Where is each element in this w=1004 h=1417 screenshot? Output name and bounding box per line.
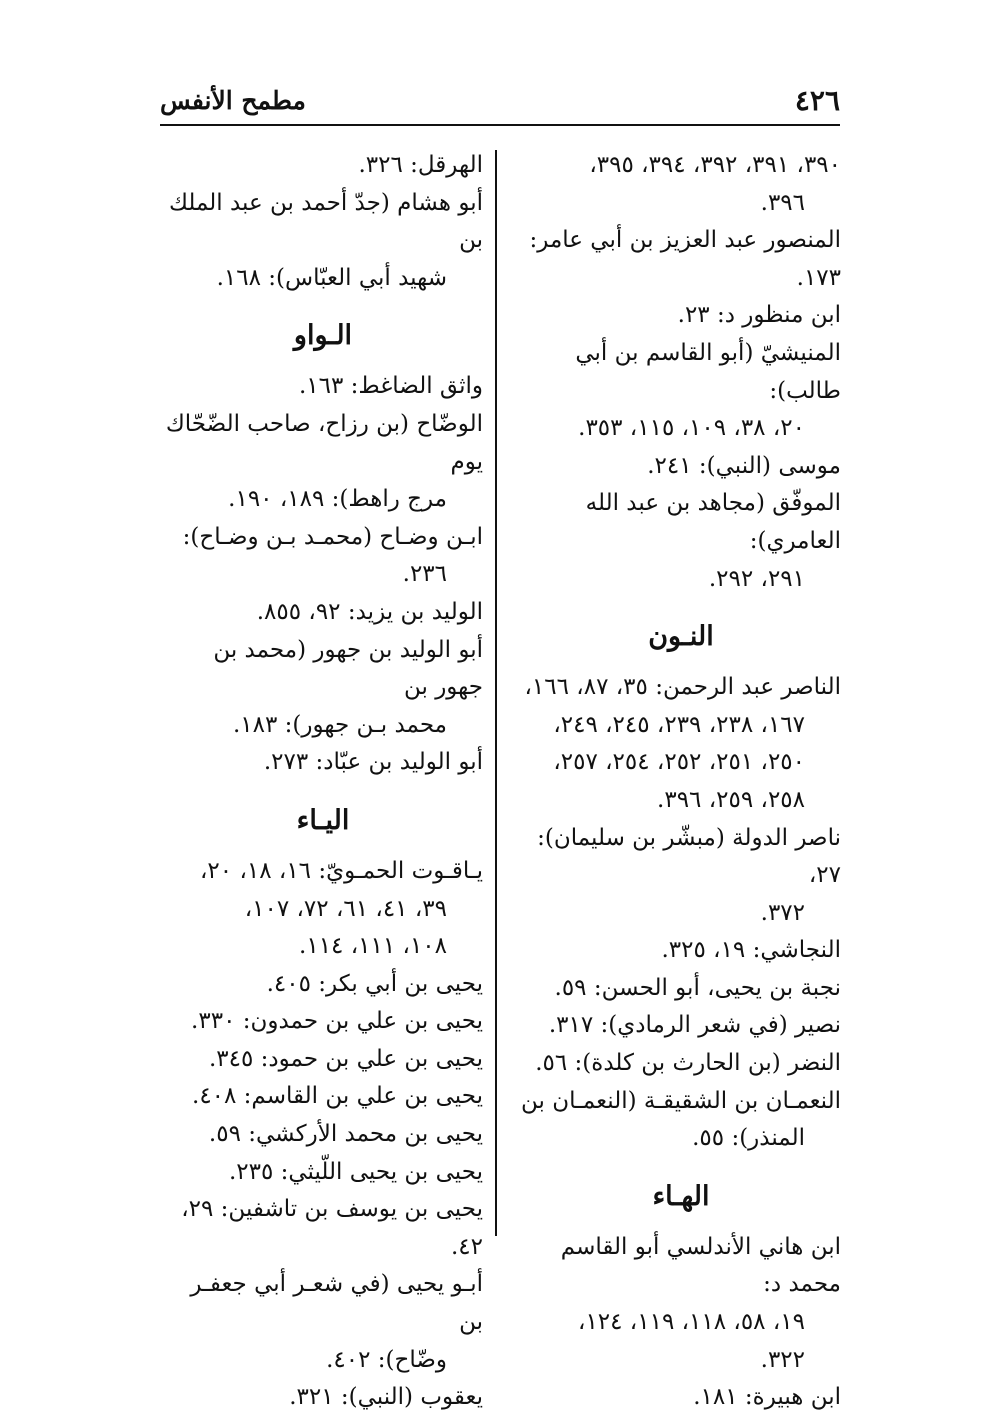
entry-continuation: محمد بـن جهور): ١٨٣.	[232, 711, 447, 738]
entry-text: يحيى بن علي بن القاسم: ٤٠٨.	[192, 1083, 483, 1110]
index-entry	[163, 1191, 483, 1266]
entry-text: الموفّق (مجاهد بن عبد الله العامري):	[585, 490, 841, 554]
entry-text: موسى (النبي): ٢٤١.	[647, 452, 841, 479]
index-entry	[521, 335, 841, 448]
entry-continuation: ٣٩، ٤١، ٦١، ٧٢، ١٠٧،	[244, 895, 447, 922]
entry-text: يعقوب (النبي): ٣٢١.	[289, 1384, 483, 1411]
entry-text: النضر (بن الحارث بن كلدة): ٥٦.	[535, 1050, 841, 1077]
index-entry	[163, 147, 483, 185]
page-header	[160, 82, 840, 126]
entry-text: يحيى بن علي بن حمود: ٣٤٥.	[208, 1045, 483, 1072]
index-entry	[521, 669, 841, 819]
entry-continuation: مرج راهط): ١٨٩، ١٩٠.	[228, 486, 447, 513]
entry-text: ٣٩٠، ٣٩١، ٣٩٢، ٣٩٤، ٣٩٥،	[589, 152, 841, 178]
entry-continuation: ٣٩٦.	[760, 189, 805, 216]
index-entry	[163, 1154, 483, 1192]
index-entry	[521, 448, 841, 486]
index-entry	[521, 970, 841, 1008]
index-entry	[163, 1379, 483, 1417]
entry-group	[163, 147, 483, 297]
index-entry	[521, 1379, 841, 1417]
index-entry	[163, 368, 483, 406]
running-title: مطمح الأنفس	[160, 86, 306, 115]
entry-continuation: ٢٩١، ٢٩٢.	[708, 565, 805, 592]
index-entry	[163, 185, 483, 298]
entry-group	[163, 368, 483, 782]
entry-text: أبو الوليد بن عبّاد: ٢٧٣.	[263, 749, 483, 776]
entry-continuation: ٢٥٨، ٢٥٩، ٣٩٦.	[657, 786, 805, 813]
entry-continuation: ١٩، ٥٨، ١١٨، ١١٩، ١٢٤،	[578, 1309, 805, 1336]
index-entry	[521, 222, 841, 297]
entry-continuation: ٢٣٦.	[402, 561, 447, 588]
entry-text: نجبة بن يحيى، أبو الحسن: ٥٩.	[554, 974, 841, 1001]
entry-text: الهرقل: ٣٢٦.	[358, 152, 483, 178]
index-entry	[521, 147, 841, 222]
entry-text: النعمـان بن الشقيقـة (النعمـان بن	[521, 1087, 841, 1114]
entry-continuation: ١٦٧، ٢٣٨، ٢٣٩، ٢٤٥، ٢٤٩،	[553, 711, 805, 738]
entry-continuation: شهيد أبي العبّاس): ١٦٨.	[216, 264, 447, 291]
entry-text: النجاشي: ١٩، ٣٢٥.	[661, 937, 841, 964]
entry-text: نصير (في شعر الرمادي): ٣١٧.	[548, 1012, 841, 1039]
section-heading-waw: الـواو	[293, 320, 353, 352]
entry-group	[521, 1229, 841, 1417]
entry-text: يحيى بن أبي بكر: ٤٠٥.	[266, 970, 483, 997]
entry-continuation: ١٠٨، ١١١، ١١٤.	[299, 933, 447, 960]
entry-group	[521, 669, 841, 1158]
entry-text: الوليد بن يزيد: ٩٢، ٨٥٥.	[256, 598, 483, 625]
index-entry	[521, 1045, 841, 1083]
entry-text: يحيى بن يوسف بن تاشفين: ٢٩، ٤٢.	[181, 1196, 483, 1260]
index-entry	[163, 594, 483, 632]
entry-continuation: المنذر): ٥٥.	[692, 1125, 805, 1152]
index-entry	[521, 485, 841, 598]
entry-text: يحيى بن علي بن حمدون: ٣٣٠.	[191, 1008, 483, 1035]
index-entry	[521, 297, 841, 335]
entry-text: ابـن وضـاح (محمـد بـن وضـاح):	[182, 523, 483, 550]
entry-text: ابن هبيرة: ١٨١.	[693, 1384, 841, 1411]
index-entry	[163, 1116, 483, 1154]
entry-continuation: وضّاح): ٤٠٢.	[326, 1346, 447, 1373]
entry-text: ناصر الدولة (مبشّر بن سليمان): ٢٧،	[537, 824, 841, 889]
index-column-right	[521, 147, 841, 1417]
index-entry	[163, 519, 483, 594]
index-column-left	[163, 147, 483, 1417]
index-entry	[163, 744, 483, 782]
entry-group	[163, 853, 483, 1417]
entry-continuation: ٣٧٢.	[760, 899, 805, 926]
index-entry	[163, 1041, 483, 1079]
section-heading-ha: الهـاء	[652, 1180, 710, 1212]
page-number: ٤٢٦	[794, 84, 840, 117]
entry-text: واثق الضاغط: ١٦٣.	[298, 373, 483, 400]
entry-continuation: ٣٢٢.	[760, 1346, 805, 1373]
index-entry	[521, 1229, 841, 1379]
index-entry	[163, 966, 483, 1004]
section-heading-ya: اليـاء	[296, 804, 350, 836]
entry-continuation: ٢٥٠، ٢٥١، ٢٥٢، ٢٥٤، ٢٥٧،	[553, 749, 805, 776]
index-entry	[163, 632, 483, 745]
index-entry	[521, 1083, 841, 1158]
column-divider	[495, 150, 497, 1236]
entry-text: الناصر عبد الرحمن: ٣٥، ٨٧، ١٦٦،	[524, 674, 841, 701]
entry-text: ابن هاني الأندلسي أبو القاسم محمد د:	[560, 1233, 841, 1298]
entry-continuation: ٢٠، ٣٨، ١٠٩، ١١٥، ٣٥٣.	[578, 415, 805, 442]
entry-group	[521, 147, 841, 598]
index-entry	[163, 1266, 483, 1379]
entry-text: الوضّاح (بن رزاح، صاحب الضّحّاك يوم	[165, 410, 483, 475]
index-entry	[521, 932, 841, 970]
section-heading-nun: النـون	[648, 621, 714, 653]
entry-text: أبو الوليد بن جهور (محمد بن جهور بن	[213, 636, 483, 701]
entry-text: يحيى بن محمد الأركشي: ٥٩.	[208, 1121, 483, 1148]
index-entry	[163, 853, 483, 966]
entry-text: يحيى بن يحيى اللّيثي: ٢٣٥.	[228, 1158, 483, 1185]
entry-text: المنصور عبد العزيز بن أبي عامر: ١٧٣.	[529, 227, 841, 291]
index-entry	[163, 1003, 483, 1041]
index-entry	[521, 1007, 841, 1045]
index-entry	[163, 406, 483, 519]
entry-text: أبـو يحيى (في شعـر أبي جعفـر بن	[190, 1271, 483, 1336]
entry-text: المنيشيّ (أبو القاسم بن أبي طالب):	[575, 339, 841, 404]
entry-text: أبو هشام (جدّ أحمد بن عبد الملك بن	[168, 189, 483, 254]
index-entry	[163, 1078, 483, 1116]
entry-text: يـاقـوت الحمـويّ: ١٦، ١٨، ٢٠،	[199, 857, 483, 884]
entry-text: ابن منظور د: ٢٣.	[677, 302, 841, 329]
index-entry	[521, 820, 841, 933]
